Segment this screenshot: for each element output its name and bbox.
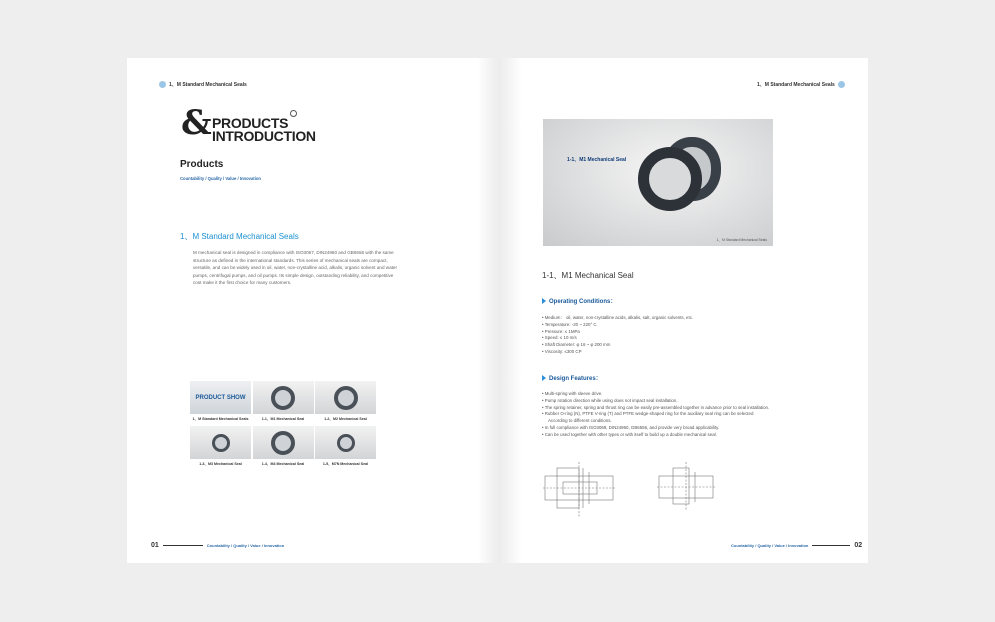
footer-rule (163, 545, 203, 546)
seal-drawing-2 (657, 462, 715, 510)
ampersand-logo: & (181, 103, 212, 143)
left-footer (151, 542, 284, 549)
page-number: 02 (854, 542, 863, 549)
product-tile-5 (315, 426, 376, 469)
product-tile-1 (253, 381, 314, 424)
product-caption: 1-1、M1 Mechanical Seal (253, 414, 314, 424)
product-show-label: PRODUCT SHOW (195, 394, 246, 401)
spine-shadow-left (477, 58, 497, 563)
footer-tagline: Countability / Quality / Value / Innovation (206, 543, 285, 548)
spine-shadow-right (498, 58, 522, 563)
right-footer (731, 542, 862, 549)
product-title: 1-1、M1 Mechanical Seal (542, 271, 634, 280)
title-introduction: INTRODUCTION (212, 128, 316, 144)
design-list (542, 391, 769, 439)
page-number: 01 (151, 542, 159, 549)
list-item: • Multi-spring with sleeve drive. (542, 391, 603, 396)
hero-product-image (543, 119, 773, 246)
triangle-bullet-icon (542, 375, 546, 381)
list-item: • Medium： oil, water, non-crystalline acids, alkalis, salt, organic solvents, etc. (542, 315, 694, 320)
hero-label: 1-1、M1 Mechanical Seal (567, 157, 627, 163)
product-caption: 1-5、M7N Mechanical Seal (315, 459, 376, 469)
seal-image (271, 431, 295, 455)
seal-image (271, 386, 295, 410)
left-running-header: 1、M Standard Mechanical Seals (159, 81, 247, 88)
list-item: • Pump rotation direction while using does not impact seal installation. (542, 397, 678, 403)
list-item: • In full compliance with ISO3069, DIN24960, GB6556, and provide very broad applicability. (542, 424, 720, 430)
design-heading: Design Features： (542, 373, 602, 382)
list-item: • Pressure: ≤ 1MPa (542, 328, 580, 334)
seal-image (337, 434, 355, 452)
hero-caption: 1、M Standard Mechanical Seals (716, 238, 767, 242)
header-dot-icon (159, 81, 166, 88)
seal-drawing-1 (543, 462, 615, 518)
footer-tagline: Countability / Quality / Value / Innovation (731, 543, 809, 548)
m-series-title: 1、M Standard Mechanical Seals (180, 232, 299, 241)
product-caption: 1、M Standard Mechanical Seals (190, 414, 251, 424)
footer-rule (812, 545, 850, 546)
product-tile-4 (253, 426, 314, 469)
list-item: • Can be used together with other types or with itself to build up a double mechanical seal. (542, 431, 717, 437)
operating-list (542, 315, 693, 356)
intro-paragraph: M mechanical seal is designed in compliance with ISO3067, DIN24960 and GB6556 with the same structure as defined in the international standards. This series of mechanical seals are compact, versatile, and can be widely used in oil, water, non-crystalline acid, alkalis, organic solvent and water pumps, centrifugal pumps, and oil pumps. Its simple design, outstanding reliability, and competitive cost make it the first choice for many customers. (193, 250, 398, 286)
list-item: • Temperature: -20 ~ 220° C (542, 321, 597, 327)
seal-image (212, 434, 230, 452)
list-item: • Speed: ≤ 10 m/s (542, 335, 577, 341)
header-dot-icon (838, 81, 845, 88)
operating-heading: Operating Conditions： (542, 296, 616, 305)
product-caption: 1-3、M3 Mechanical Seal (190, 459, 251, 469)
right-running-header: 1、M Standard Mechanical Seals (757, 81, 845, 88)
list-item: • Rubber O-ring (N), PTFE V-ring (T) and PTFE wedge-shaped ring for the auxiliary seal ring can be selected (542, 411, 754, 417)
seal-front-image (638, 147, 702, 211)
product-tile-2 (315, 381, 376, 424)
triangle-bullet-icon (542, 298, 546, 304)
seal-image (334, 386, 358, 410)
title-products: PRODUCTS (212, 115, 289, 131)
list-item: • Shaft Diameter: φ 16 ~ φ 200 mm (542, 342, 611, 348)
list-item: • The spring retainer, spring and thrust ring can be easily pre-assembled together in advance prior to seal installation. (542, 404, 770, 410)
product-tile-0 (190, 381, 251, 424)
list-item: • Viscosity: ≤300 CP (542, 348, 582, 354)
section-title: Products (180, 159, 224, 170)
product-tile-3 (190, 426, 251, 469)
list-item: According to different conditions. (548, 418, 612, 424)
product-caption: 1-4、M4 Mechanical Seal (253, 459, 314, 469)
product-caption: 1-2、M2 Mechanical Seal (315, 414, 376, 424)
registered-mark-icon (290, 110, 297, 117)
tagline: Countability / Quality / Value / Innovation (180, 176, 261, 181)
product-show-grid (190, 381, 376, 470)
